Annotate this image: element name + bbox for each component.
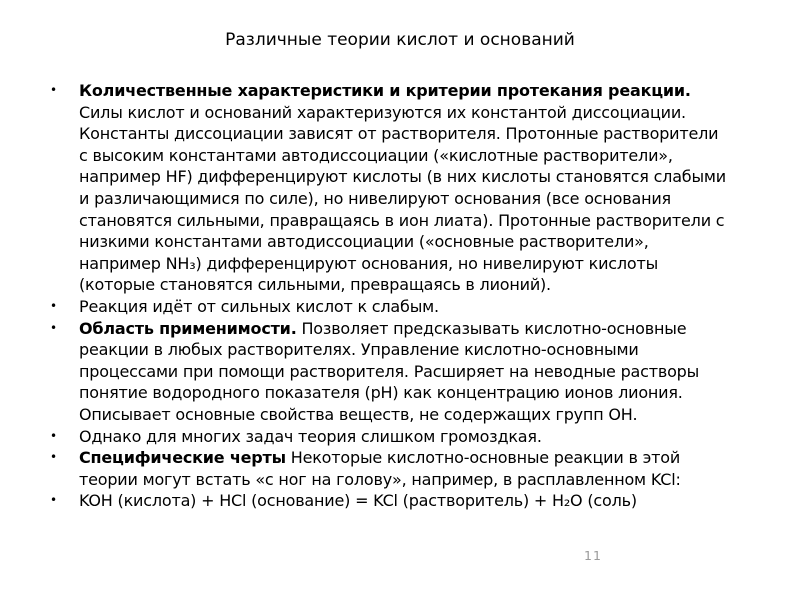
bullet-bold-text: Специфические черты <box>79 448 286 468</box>
bullet-marker: • <box>50 428 57 443</box>
bullet-marker: • <box>50 493 57 508</box>
bullet-bold-text: Область применимости. <box>79 318 297 338</box>
bullet-text: Некоторые кислотно-основные реакции в этой теории могут встать «с ног на голову», например, в расплавленном KCl: <box>79 448 681 489</box>
bullet-text: Однако для многих задач теория слишком громоздкая. <box>79 426 542 446</box>
bullet-text: KOH (кислота) + HCl (основание) = KCl (растворитель) + H₂O (соль) <box>79 491 637 511</box>
bullet-marker: • <box>50 83 57 97</box>
bullet-item <box>48 80 726 296</box>
bullet-marker: • <box>50 320 57 335</box>
bullet-list <box>48 80 726 512</box>
bullet-item <box>48 447 726 490</box>
bullet-text: Силы кислот и оснований характеризуются их константой диссоциации. Константы диссоциации зависят от растворителя. Протонные растворители с высоким константами автодиссоциации («кислотные растворители», например HF) дифференцируют кислоты (в них кислоты становятся слабыми и различающимися по силе), но нивелируют основания (все основания становятся сильными, правращаясь в ион лиата). Протонные растворители с низкими константами автодиссоциации («основные растворители», например NH₃) дифференцируют основания, но нивелируют кислоты (которые становятся сильными, превращаясь в лионий). <box>79 102 726 295</box>
bullet-marker: • <box>50 298 57 313</box>
bullet-text: Позволяет предсказывать кислотно-основные реакции в любых растворителях. Управление кислотно-основными процессами при помощи растворителя. Расширяет на неводные растворы понятие водородного показателя (pH) как концентрацию ионов лиония. Описывает основные свойства веществ, не содержащих групп ОН. <box>79 318 700 424</box>
bullet-bold-text: Количественные характеристики и критерии протекания реакции. <box>79 81 691 100</box>
bullet-item <box>48 426 726 448</box>
bullet-item <box>48 318 726 426</box>
slide-page-number: 11 <box>584 548 602 563</box>
bullet-item <box>48 296 726 318</box>
bullet-item <box>48 490 726 512</box>
bullet-marker: • <box>50 450 57 465</box>
bullet-text: Реакция идёт от сильных кислот к слабым. <box>79 296 439 316</box>
page-title: Различные теории кислот и оснований <box>225 30 575 50</box>
